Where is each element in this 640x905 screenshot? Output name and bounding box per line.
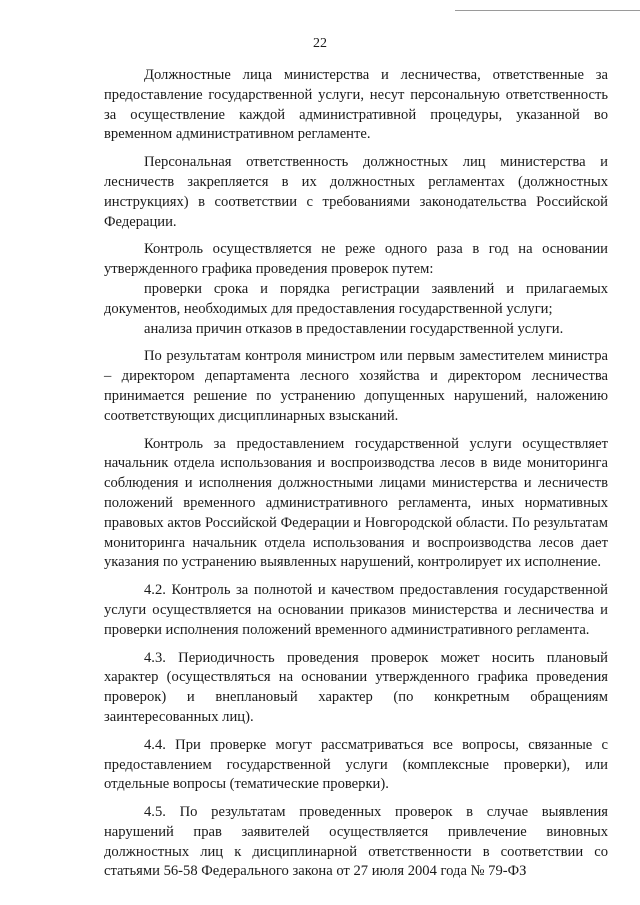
page-number: 22 <box>313 36 327 51</box>
paragraph-4-5: 4.5. По результатам проведенных проверок в случае выявления нарушений прав заявителей осуществляется привлечение виновных должностных лиц к дисциплинарной ответственности в соответствии со статьями 56-58 Федерального закона от 27 июля 2004 года № 79-ФЗ <box>104 804 608 880</box>
paragraph-responsibility: Должностные лица министерства и лесничества, ответственные за предоставление государственной услуги, несут персональную ответственность за осуществление каждой административной процедуры, указанной во временном административном регламенте. <box>104 67 608 143</box>
paragraph-personal-responsibility: Персональная ответственность должностных лиц министерства и лесничеств закрепляется в их должностных регламентах (должностных инструкциях) в соответствии с требованиями законодательства Российской Федерации. <box>104 154 608 230</box>
paragraph-check-registration: проверки срока и порядка регистрации заявлений и прилагаемых документов, необходимых для предоставления государственной услуги; <box>104 280 608 317</box>
paragraph-refusal-analysis: анализа причин отказов в предоставлении государственной услуги. <box>144 320 564 337</box>
top-rule <box>455 10 640 11</box>
paragraph-monitoring: Контроль за предоставлением государственной услуги осуществляет начальник отдела использования и воспроизводства лесов в виде мониторинга соблюдения и исполнения должностными лицами министерства и лесничеств положений временного административного регламента, иных нормативных правовых актов Российской Федерации и Новгородской области. По результатам мониторинга начальник отдела использования и воспроизводства лесов дает указания по устранению выявленных нарушений, контролирует их исполнение. <box>104 435 608 571</box>
paragraph-control-results: По результатам контроля министром или первым заместителем министра – директором департамента лесного хозяйства и директором лесничества принимается решение по устранению допущенных нарушений, наложению соответствующих дисциплинарных взысканий. <box>104 348 608 424</box>
document-body <box>104 66 608 882</box>
paragraph-4-2: 4.2. Контроль за полнотой и качеством предоставления государственной услуги осуществляется на основании приказов министерства и лесничества и проверки исполнения положений временного административного регламента. <box>104 582 608 638</box>
paragraph-control-frequency: Контроль осуществляется не реже одного раза в год на основании утвержденного графика проведения проверок путем: <box>104 241 608 278</box>
paragraph-4-4: 4.4. При проверке могут рассматриваться все вопросы, связанные с предоставлением государственной услуги (комплексные проверки), или отдельные вопросы (тематические проверки). <box>104 736 608 793</box>
paragraph-4-3: 4.3. Периодичность проведения проверок может носить плановый характер (осуществляться на основании утвержденного графика проведения проверок) и внеплановый характер (по конкретным обращениям заинтересованных лиц). <box>104 649 608 725</box>
